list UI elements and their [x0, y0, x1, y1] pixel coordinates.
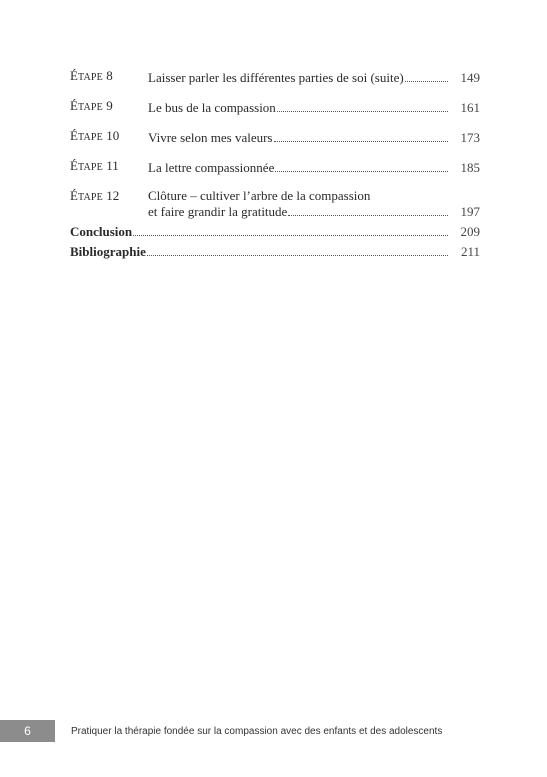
footer-page-number: 6	[0, 720, 55, 742]
toc-entry-title-line-2: et faire grandir la gratitude	[148, 204, 288, 219]
toc-entry-title: Vivre selon mes valeurs	[148, 130, 273, 145]
etape-label: ÉTAPE 9	[70, 98, 113, 113]
toc-entry-etape-10[interactable]	[70, 128, 480, 146]
etape-label: ÉTAPE 10	[70, 128, 120, 143]
page-number: 185	[460, 160, 480, 175]
etape-label: ÉTAPE 12	[70, 188, 120, 203]
toc-entry-bibliographie[interactable]	[70, 244, 480, 260]
etape-label: ÉTAPE 11	[70, 158, 119, 173]
dot-leader	[275, 170, 448, 172]
dot-leader	[277, 110, 448, 112]
dot-leader	[147, 254, 448, 256]
page-number: 161	[460, 100, 480, 115]
dot-leader	[405, 80, 448, 82]
etape-label: ÉTAPE 8	[70, 68, 113, 83]
toc-entry-title: Le bus de la compassion	[148, 100, 276, 115]
dot-leader	[133, 234, 448, 236]
footer-book-title: Pratiquer la thérapie fondée sur la compassion avec des enfants et des adolescents	[71, 725, 443, 737]
page-number: 173	[460, 130, 480, 145]
toc-entry-etape-11[interactable]	[70, 158, 480, 176]
page-number: 149	[460, 70, 480, 85]
toc-entry-title: Conclusion	[70, 224, 133, 239]
toc-entry-etape-8[interactable]	[70, 68, 480, 86]
dot-leader	[288, 214, 448, 216]
toc-entry-title: Laisser parler les différentes parties de soi (suite)	[148, 70, 404, 85]
toc-entry-title: La lettre compassionnée	[148, 160, 275, 175]
toc-entry-etape-12[interactable]	[70, 188, 480, 220]
page-footer	[0, 720, 547, 742]
toc-entry-title-line-1: Clôture – cultiver l’arbre de la compassion	[148, 188, 371, 203]
page-number: 209	[460, 224, 480, 239]
page-number: 211	[460, 244, 480, 259]
dot-leader	[274, 140, 449, 142]
toc-entry-conclusion[interactable]	[70, 224, 480, 240]
toc-entry-title: Bibliographie	[70, 244, 146, 259]
table-of-contents	[70, 68, 480, 260]
page-number: 197	[460, 204, 480, 219]
toc-entry-etape-9[interactable]	[70, 98, 480, 116]
